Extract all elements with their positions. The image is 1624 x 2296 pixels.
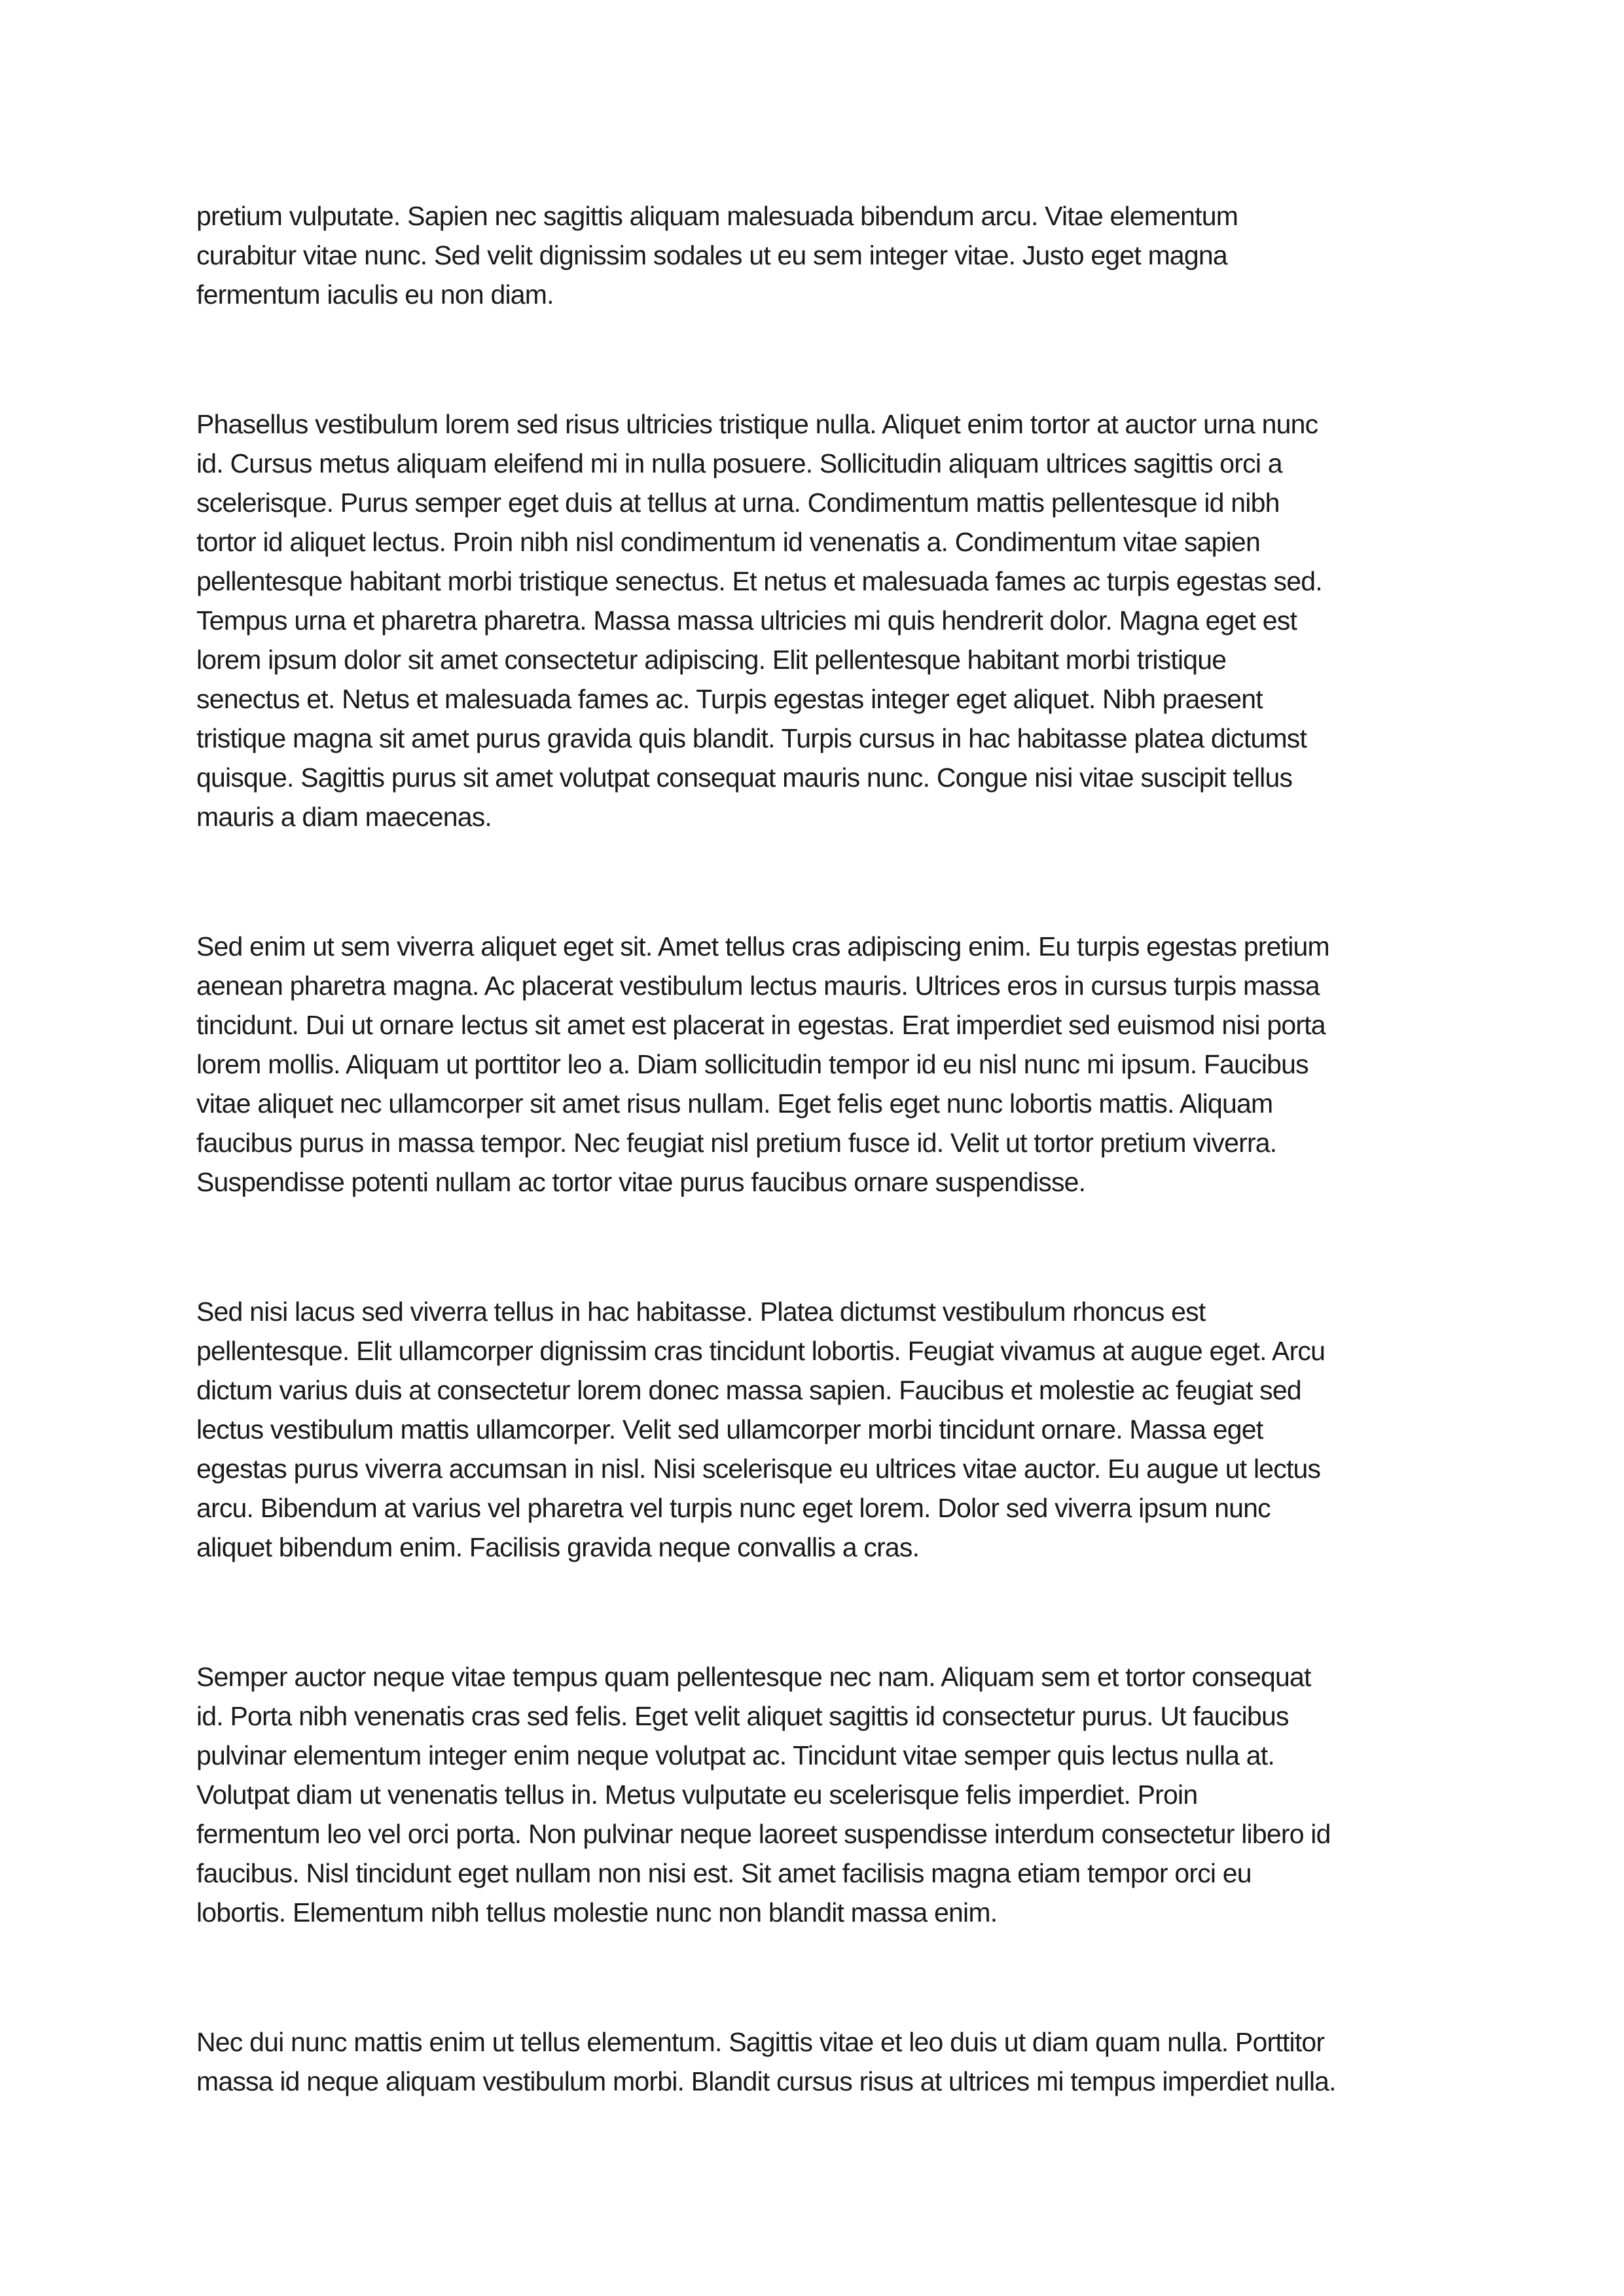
text-line: pulvinar elementum integer enim neque volutpat ac. Tincidunt vitae semper quis lectus nulla at.	[196, 1740, 1274, 1770]
text-line: Phasellus vestibulum lorem sed risus ultricies tristique nulla. Aliquet enim tortor at auctor urna nunc	[196, 409, 1318, 439]
text-line: massa id neque aliquam vestibulum morbi. Blandit cursus risus at ultrices mi tempus imperdiet nulla.	[196, 2066, 1336, 2096]
text-line: mauris a diam maecenas.	[196, 802, 492, 832]
text-line: egestas purus viverra accumsan in nisl. Nisi scelerisque eu ultrices vitae auctor. Eu augue ut lectus	[196, 1454, 1321, 1484]
paragraph	[196, 1657, 1447, 1932]
text-line: tincidunt. Dui ut ornare lectus sit amet est placerat in egestas. Erat imperdiet sed euismod nisi porta	[196, 1010, 1326, 1040]
text-line: senectus et. Netus et malesuada fames ac. Turpis egestas integer eget aliquet. Nibh praesent	[196, 684, 1263, 714]
text-line: Volutpat diam ut venenatis tellus in. Metus vulputate eu scelerisque felis imperdiet. Proin	[196, 1780, 1198, 1810]
text-line: pellentesque habitant morbi tristique senectus. Et netus et malesuada fames ac turpis egestas sed.	[196, 566, 1322, 596]
text-line: faucibus purus in massa tempor. Nec feugiat nisl pretium fusce id. Velit ut tortor pretium viverra.	[196, 1128, 1277, 1158]
text-line: tristique magna sit amet purus gravida quis blandit. Turpis cursus in hac habitasse platea dictumst	[196, 723, 1307, 753]
text-line: Nec dui nunc mattis enim ut tellus elementum. Sagittis vitae et leo duis ut diam quam nulla. Porttitor	[196, 2027, 1325, 2057]
text-line: tortor id aliquet lectus. Proin nibh nisl condimentum id venenatis a. Condimentum vitae sapien	[196, 527, 1260, 557]
text-line: lectus vestibulum mattis ullamcorper. Velit sed ullamcorper morbi tincidunt ornare. Massa eget	[196, 1414, 1263, 1444]
text-line: Sed nisi lacus sed viverra tellus in hac habitasse. Platea dictumst vestibulum rhoncus est	[196, 1297, 1206, 1327]
text-line: fermentum leo vel orci porta. Non pulvinar neque laoreet suspendisse interdum consectetur libero id	[196, 1819, 1331, 1849]
paragraph	[196, 1292, 1447, 1567]
text-line: id. Porta nibh venenatis cras sed felis. Eget velit aliquet sagittis id consectetur purus. Ut faucibus	[196, 1701, 1289, 1731]
text-line: pellentesque. Elit ullamcorper dignissim cras tincidunt lobortis. Feugiat vivamus at augue eget. Arcu	[196, 1336, 1326, 1366]
text-line: Suspendisse potenti nullam ac tortor vitae purus faucibus ornare suspendisse.	[196, 1167, 1086, 1197]
text-line: lorem mollis. Aliquam ut porttitor leo a. Diam sollicitudin tempor id eu nisl nunc mi ipsum. Faucibus	[196, 1049, 1308, 1079]
text-line: pretium vulputate. Sapien nec sagittis aliquam malesuada bibendum arcu. Vitae elementum	[196, 201, 1238, 231]
paragraph	[196, 2022, 1447, 2101]
document-body	[196, 196, 1447, 2101]
text-line: curabitur vitae nunc. Sed velit dignissim sodales ut eu sem integer vitae. Justo eget magna	[196, 240, 1227, 270]
text-line: fermentum iaculis eu non diam.	[196, 279, 554, 310]
text-line: Semper auctor neque vitae tempus quam pellentesque nec nam. Aliquam sem et tortor consequat	[196, 1662, 1311, 1692]
text-line: lobortis. Elementum nibh tellus molestie nunc non blandit massa enim.	[196, 1897, 998, 1928]
text-line: arcu. Bibendum at varius vel pharetra vel turpis nunc eget lorem. Dolor sed viverra ipsum nunc	[196, 1493, 1271, 1523]
paragraph	[196, 196, 1447, 314]
text-line: dictum varius duis at consectetur lorem donec massa sapien. Faucibus et molestie ac feugiat sed	[196, 1375, 1301, 1405]
text-line: id. Cursus metus aliquam eleifend mi in nulla posuere. Sollicitudin aliquam ultrices sagittis orci a	[196, 448, 1282, 478]
paragraph	[196, 927, 1447, 1202]
text-line: aenean pharetra magna. Ac placerat vestibulum lectus mauris. Ultrices eros in cursus turpis massa	[196, 971, 1320, 1001]
text-line: Tempus urna et pharetra pharetra. Massa massa ultricies mi quis hendrerit dolor. Magna eget est	[196, 605, 1297, 636]
text-line: lorem ipsum dolor sit amet consectetur adipiscing. Elit pellentesque habitant morbi tristique	[196, 645, 1227, 675]
text-line: scelerisque. Purus semper eget duis at tellus at urna. Condimentum mattis pellentesque id nibh	[196, 488, 1280, 518]
text-line: aliquet bibendum enim. Facilisis gravida neque convallis a cras.	[196, 1532, 920, 1562]
text-line: Sed enim ut sem viverra aliquet eget sit. Amet tellus cras adipiscing enim. Eu turpis egestas pretium	[196, 931, 1329, 961]
text-line: quisque. Sagittis purus sit amet volutpat consequat mauris nunc. Congue nisi vitae suscipit tellus	[196, 762, 1293, 793]
text-line: vitae aliquet nec ullamcorper sit amet risus nullam. Eget felis eget nunc lobortis mattis. Aliquam	[196, 1088, 1273, 1119]
paragraph	[196, 404, 1447, 836]
text-line: faucibus. Nisl tincidunt eget nullam non nisi est. Sit amet facilisis magna etiam tempor orci eu	[196, 1858, 1252, 1888]
